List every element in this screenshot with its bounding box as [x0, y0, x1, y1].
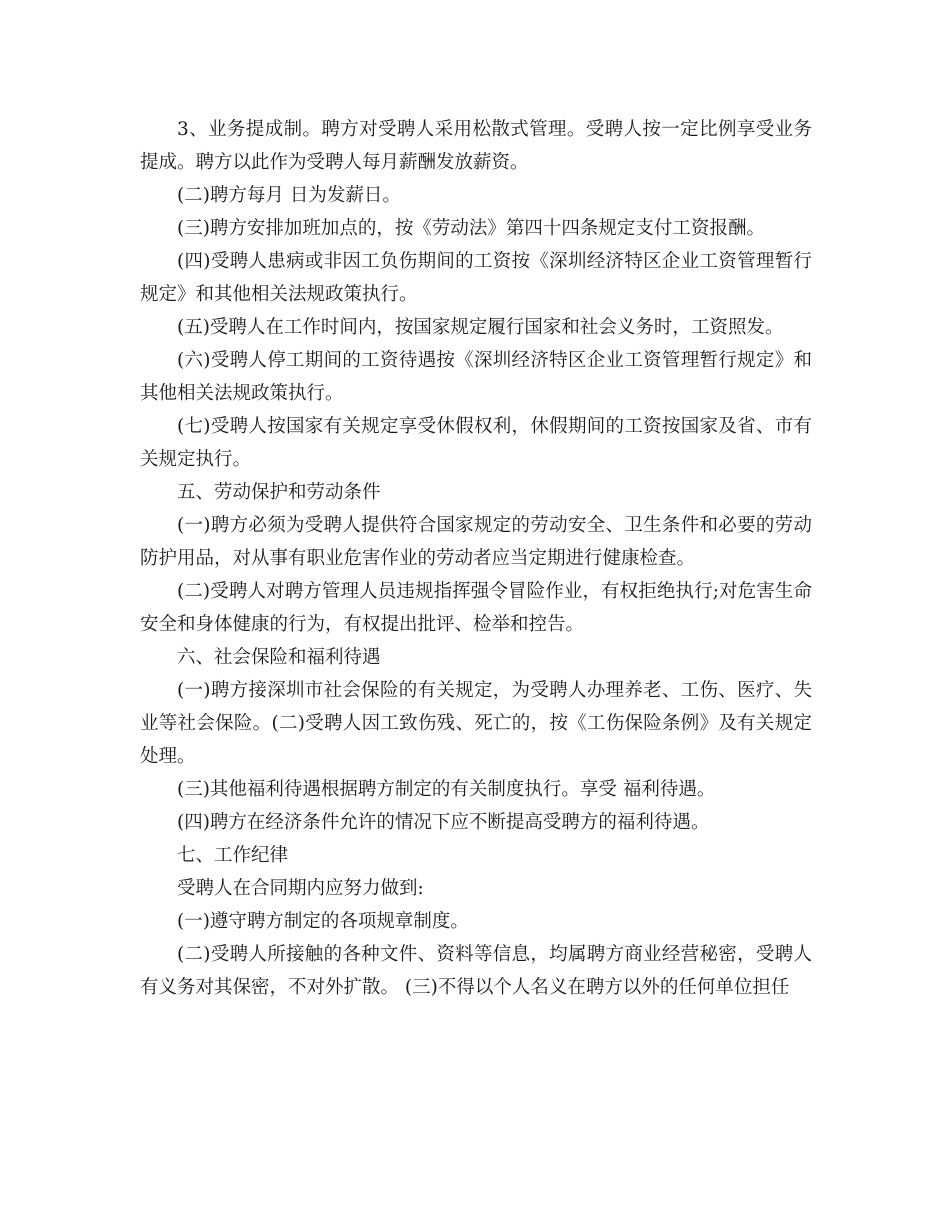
- paragraph-suspension: (六)受聘人停工期间的工资待遇按《深圳经济特区企业工资管理暂行规定》和其他相关法规政策执行。: [140, 350, 812, 404]
- document-body: [140, 113, 812, 1004]
- paragraph-refusal-right: (二)受聘人对聘方管理人员违规指挥强令冒险作业，有权拒绝执行;对危害生命安全和身体健康的行为，有权提出批评、检举和控告。: [140, 581, 812, 635]
- section-heading-labor-protection: 五、劳动保护和劳动条件: [177, 482, 381, 503]
- paragraph-benefit-improvement: (四)聘方在经济条件允许的情况下应不断提高受聘方的福利待遇。: [177, 812, 710, 833]
- paragraph-confidentiality: (二)受聘人所接触的各种文件、资料等信息，均属聘方商业经营秘密，受聘人有义务对其保密，不对外扩散。 (三)不得以个人名义在聘方以外的任何单位担任: [140, 944, 812, 998]
- paragraph-other-benefits: (三)其他福利待遇根据聘方制定的有关制度执行。享受 福利待遇。: [177, 779, 716, 800]
- paragraph-discipline-intro: 受聘人在合同期内应努力做到:: [177, 878, 424, 899]
- paragraph-rules-compliance: (一)遵守聘方制定的各项规章制度。: [177, 911, 469, 932]
- paragraph-insurance: (一)聘方接深圳市社会保险的有关规定，为受聘人办理养老、工伤、医疗、失业等社会保险。(二)受聘人因工致伤残、死亡的，按《工伤保险条例》及有关规定处理。: [140, 680, 812, 767]
- paragraph-safety: (一)聘方必须为受聘人提供符合国家规定的劳动安全、卫生条件和必要的劳动防护用品，对从事有职业危害作业的劳动者应当定期进行健康检查。: [140, 515, 812, 569]
- paragraph-sick-pay: (四)受聘人患病或非因工负伤期间的工资按《深圳经济特区企业工资管理暂行规定》和其他相关法规政策执行。: [140, 251, 812, 305]
- section-heading-work-discipline: 七、工作纪律: [177, 845, 289, 866]
- paragraph-payday: (二)聘方每月 日为发薪日。: [177, 185, 401, 206]
- paragraph-overtime: (三)聘方安排加班加点的，按《劳动法》第四十四条规定支付工资报酬。: [177, 218, 765, 239]
- paragraph-commission: 3、业务提成制。聘方对受聘人采用松散式管理。受聘人按一定比例享受业务提成。聘方以此作为受聘人每月薪酬发放薪资。: [140, 119, 812, 173]
- paragraph-leave: (七)受聘人按国家有关规定享受休假权利，休假期间的工资按国家及省、市有关规定执行。: [140, 416, 812, 470]
- section-heading-social-insurance: 六、社会保险和福利待遇: [177, 647, 381, 668]
- paragraph-civic-duty: (五)受聘人在工作时间内，按国家规定履行国家和社会义务时，工资照发。: [177, 317, 784, 338]
